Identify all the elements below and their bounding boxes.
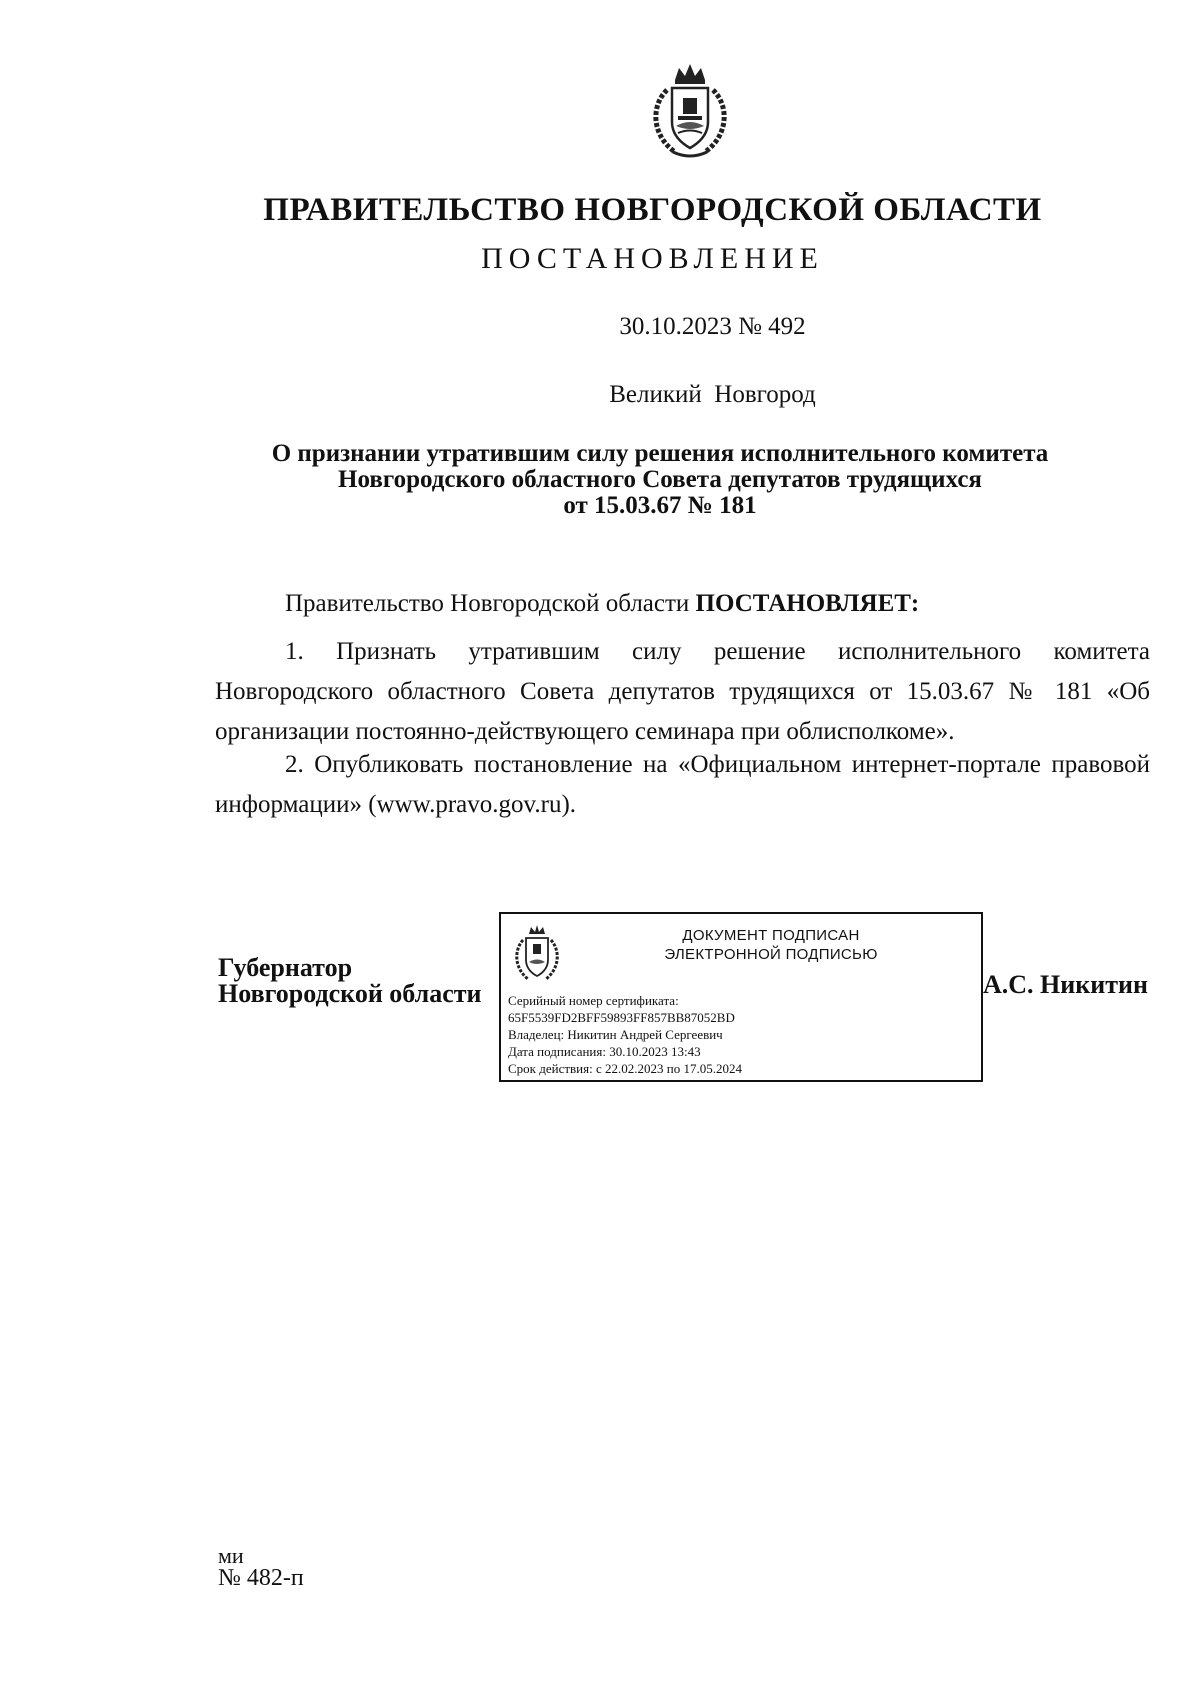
electronic-signature-stamp <box>499 912 983 1082</box>
heading-line-1: О признании утратившим силу решения исполнительного комитета <box>271 440 1049 467</box>
paragraph-1: 1. Признать утратившим силу решение исполнительного комитета Новгородского областного Совета депутатов трудящихся от 15.03.67 № 181 «Об организации постоянно-действующего семинара при облисполкоме». <box>215 638 1150 745</box>
resolution-intro <box>285 584 1145 624</box>
stamp-header-line-1: ДОКУМЕНТ ПОДПИСАН <box>682 927 860 944</box>
signatory-name: А.С. Никитин <box>983 970 1148 999</box>
stamp-header-line-2: ЭЛЕКТРОННОЙ ПОДПИСЬЮ <box>664 946 878 963</box>
footer-initials: ми <box>218 1543 244 1568</box>
signatory-position <box>218 955 482 1007</box>
coat-of-arms-emblem <box>645 60 735 160</box>
stamp-validity: Срок действия: с 22.02.2023 по 17.05.2024 <box>508 1061 742 1076</box>
document-heading <box>190 441 1130 519</box>
stamp-details <box>508 992 742 1077</box>
paragraph-2: 2. Опубликовать постановление на «Официальном интернет-портале правовой информации» (www.pravo.gov.ru). <box>215 751 1150 818</box>
document-city: Великий Новгород <box>609 381 816 408</box>
footer-code <box>218 1545 304 1589</box>
stamp-serial-label: Серийный номер сертификата: <box>508 993 679 1008</box>
document-date-number: 30.10.2023 № 492 <box>619 313 806 340</box>
stamp-owner: Владелец: Никитин Андрей Сергеевич <box>508 1027 723 1042</box>
stamp-emblem-icon <box>511 924 563 984</box>
stamp-signed-date: Дата подписания: 30.10.2023 13:43 <box>508 1044 701 1059</box>
document-type: ПОСТАНОВЛЕНИЕ <box>481 242 824 275</box>
heading-line-3: от 15.03.67 № 181 <box>563 492 757 519</box>
stamp-header <box>571 926 971 964</box>
heading-line-2: Новгородского областного Совета депутатов трудящихся <box>338 466 982 493</box>
position-line-2: Новгородской области <box>218 979 482 1008</box>
government-title: ПРАВИТЕЛЬСТВО НОВГОРОДСКОЙ ОБЛАСТИ <box>263 192 1042 228</box>
footer-number: № 482-п <box>218 1565 304 1591</box>
stamp-serial-number: 65F5539FD2BFF59893FF857BB87052BD <box>508 1010 735 1025</box>
intro-bold-word: ПОСТАНОВЛЯЕТ: <box>695 590 920 617</box>
intro-text: Правительство Новгородской области <box>285 590 696 617</box>
position-line-1: Губернатор <box>218 953 353 982</box>
